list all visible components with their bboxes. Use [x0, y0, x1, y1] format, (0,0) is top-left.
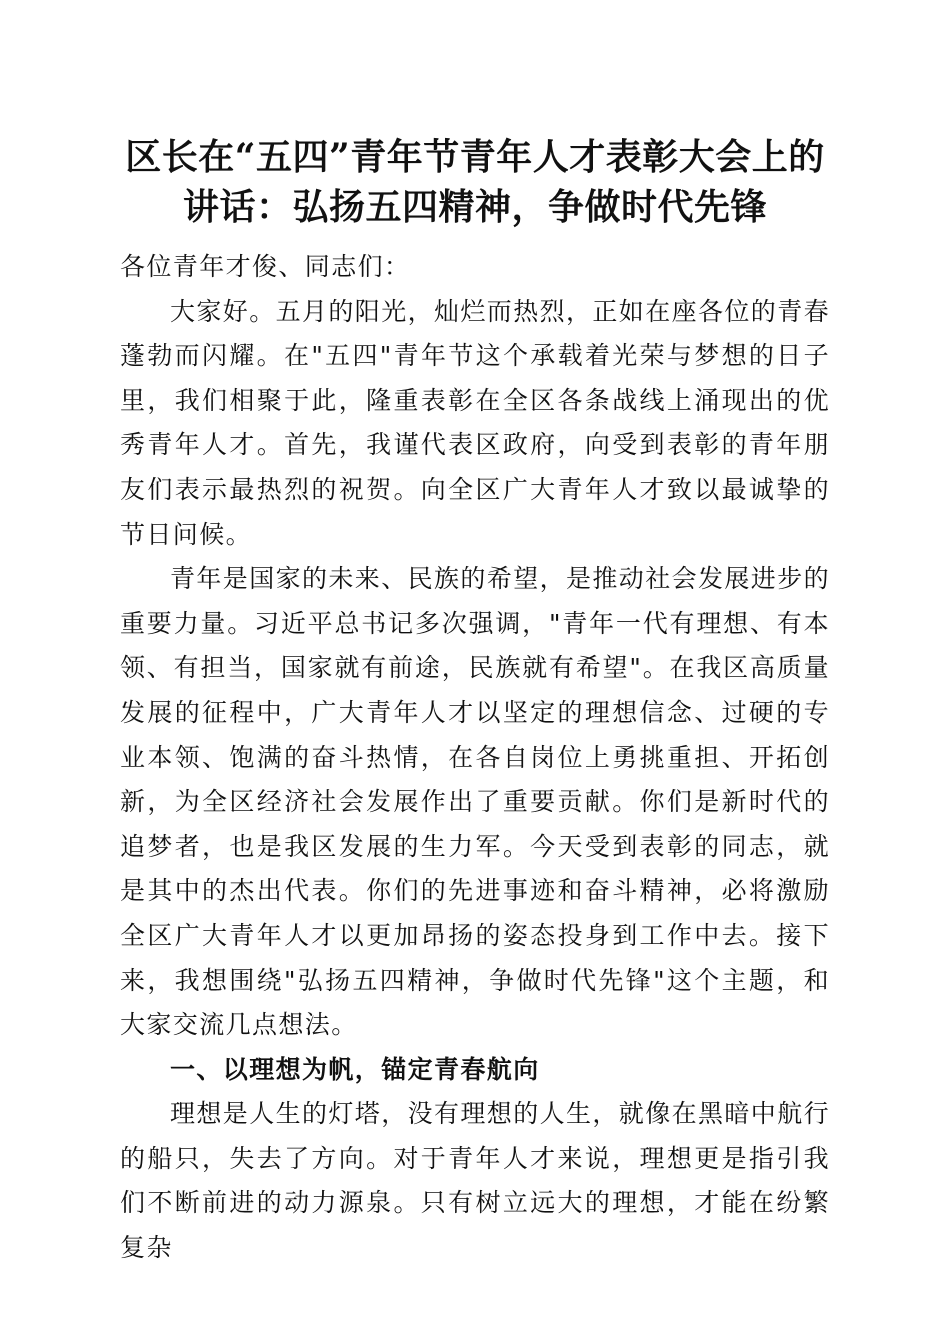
document-body [120, 245, 830, 1271]
paragraph-youth-role: 青年是国家的未来、民族的希望，是推动社会发展进步的重要力量。习近平总书记多次强调，"青年一代有理想、有本领、有担当，国家就有前途，民族就有希望"。在我区高质量发展的征程中，广大青年人才以坚定的理想信念、过硬的专业本领、饱满的奋斗热情，在各自岗位上勇挑重担、开拓创新，为全区经济社会发展作出了重要贡献。你们是新时代的追梦者，也是我区发展的生力军。今天受到表彰的同志，就是其中的杰出代表。你们的先进事迹和奋斗精神，必将激励全区广大青年人才以更加昂扬的姿态投身到工作中去。接下来，我想围绕"弘扬五四精神，争做时代先锋"这个主题，和大家交流几点想法。 [120, 564, 831, 1040]
section-heading-1: 一、以理想为帆，锚定青春航向 [170, 1054, 540, 1084]
salutation: 各位青年才俊、同志们： [120, 252, 411, 281]
document-title [100, 132, 850, 232]
paragraph-opening: 大家好。五月的阳光，灿烂而热烈，正如在座各位的青春蓬勃而闪耀。在"五四"青年节这个承载着光荣与梦想的日子里，我们相聚于此，隆重表彰在全区各条战线上涌现出的优秀青年人才。首先，我谨代表区政府，向受到表彰的青年朋友们表示最热烈的祝贺。向全区广大青年人才致以最诚挚的节日问候。 [120, 296, 831, 549]
title-line-1: 区长在“五四”青年节青年人才表彰大会上的 [125, 136, 825, 178]
paragraph-section-1: 理想是人生的灯塔，没有理想的人生，就像在黑暗中航行的船只，失去了方向。对于青年人才来说，理想更是指引我们不断前进的动力源泉。只有树立远大的理想，才能在纷繁复杂 [120, 1099, 831, 1263]
title-line-2: 讲话：弘扬五四精神，争做时代先锋 [182, 186, 767, 228]
